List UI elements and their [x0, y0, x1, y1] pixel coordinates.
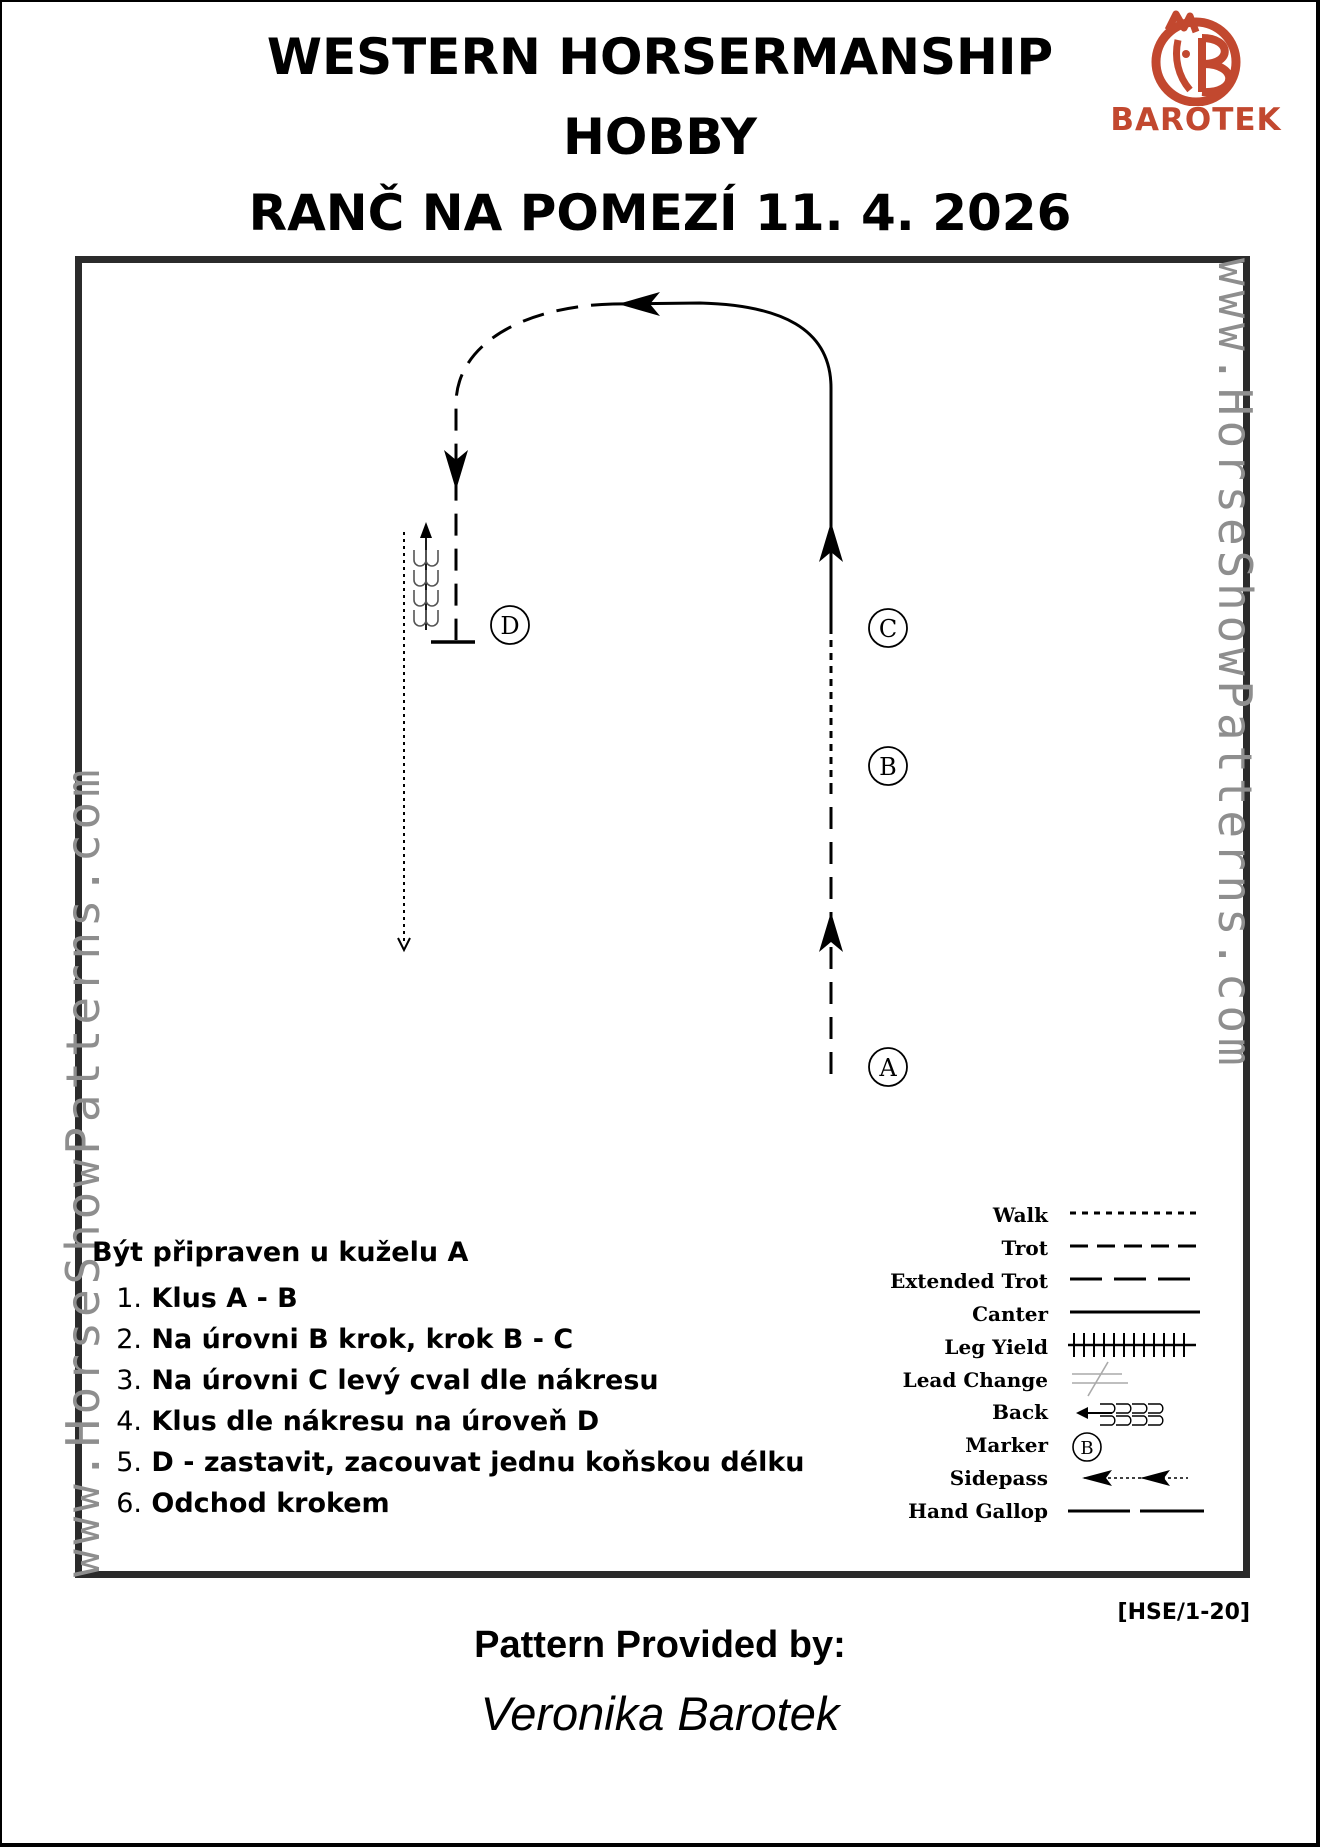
logo-text: BAROTEK [1110, 102, 1282, 138]
legend-label-leg-yield: Leg Yield [944, 1335, 1048, 1359]
marker-a [869, 1048, 907, 1086]
step-number: 5. [116, 1447, 142, 1478]
title-line-2: HOBBY [562, 108, 758, 166]
legend-label-trot: Trot [1001, 1236, 1048, 1260]
instruction-step [92, 1278, 805, 1319]
svg-text:D: D [500, 612, 520, 640]
legend-label-canter: Canter [972, 1302, 1048, 1326]
path-trot-to-d [444, 304, 613, 640]
step-number: 3. [116, 1365, 142, 1396]
legend-label-lead-change: Lead Change [902, 1368, 1048, 1392]
legend-lead-change-sample [1072, 1362, 1128, 1396]
instruction-step [92, 1483, 805, 1524]
legend-label-extended-trot: Extended Trot [890, 1269, 1048, 1293]
legend-leg-yield-sample [1068, 1333, 1196, 1357]
step-text: Klus A - B [151, 1283, 298, 1314]
instructions-list [92, 1278, 805, 1524]
instruction-step [92, 1360, 805, 1401]
step-text: Na úrovni C levý cval dle nákresu [151, 1365, 659, 1396]
instructions-intro: Být připraven u kuželu A [92, 1237, 469, 1268]
provided-by-label: Pattern Provided by: [474, 1624, 846, 1666]
arrow-up-icon [420, 522, 432, 538]
legend-samples [1068, 1213, 1204, 1511]
step-number: 6. [116, 1488, 142, 1519]
marker-b [869, 747, 907, 785]
step-number: 2. [116, 1324, 142, 1355]
svg-text:A: A [879, 1054, 897, 1082]
step-text: Na úrovni B krok, krok B - C [151, 1324, 574, 1355]
path-trot-a-b [819, 790, 843, 1074]
svg-text:B: B [879, 753, 897, 781]
pattern-instructions [92, 1237, 805, 1524]
legend-label-sidepass: Sidepass [949, 1466, 1048, 1490]
legend-marker-sample [1073, 1433, 1101, 1461]
instruction-step [92, 1319, 805, 1360]
svg-text:C: C [878, 615, 898, 643]
arrow-up-icon [819, 912, 843, 952]
marker-c [869, 609, 907, 647]
legend-label-back: Back [992, 1400, 1048, 1424]
path-back [414, 522, 438, 630]
legend-back-sample [1076, 1404, 1163, 1425]
instruction-step [92, 1401, 805, 1442]
watermark-left: www.HorseShowPatterns.com [56, 764, 110, 1577]
step-number: 1. [116, 1283, 142, 1314]
legend-label-marker: Marker [965, 1433, 1048, 1457]
path-canter [613, 292, 843, 632]
legend-sidepass-sample [1082, 1470, 1188, 1486]
title-line-3: RANČ NA POMEZÍ 11. 4. 2026 [248, 184, 1072, 242]
author-name: Veronika Barotek [480, 1687, 840, 1740]
legend-label-hand-gallop: Hand Gallop [908, 1499, 1048, 1523]
marker-d [491, 606, 529, 644]
legend-label-walk: Walk [992, 1203, 1048, 1227]
svg-text:B: B [1080, 1438, 1094, 1459]
instruction-step [92, 1442, 805, 1483]
path-walk-exit [398, 532, 410, 950]
pattern-code: [HSE/1-20] [1117, 1600, 1250, 1625]
watermark-right: www.HorseShowPatterns.com [1208, 258, 1262, 1071]
step-text: Odchod krokem [151, 1488, 390, 1519]
step-number: 4. [116, 1406, 142, 1437]
step-text: Klus dle nákresu na úroveň D [151, 1406, 600, 1437]
title-line-1: WESTERN HORSERMANSHIP [266, 28, 1054, 86]
step-text: D - zastavit, zacouvat jednu koňskou délku [151, 1447, 805, 1478]
